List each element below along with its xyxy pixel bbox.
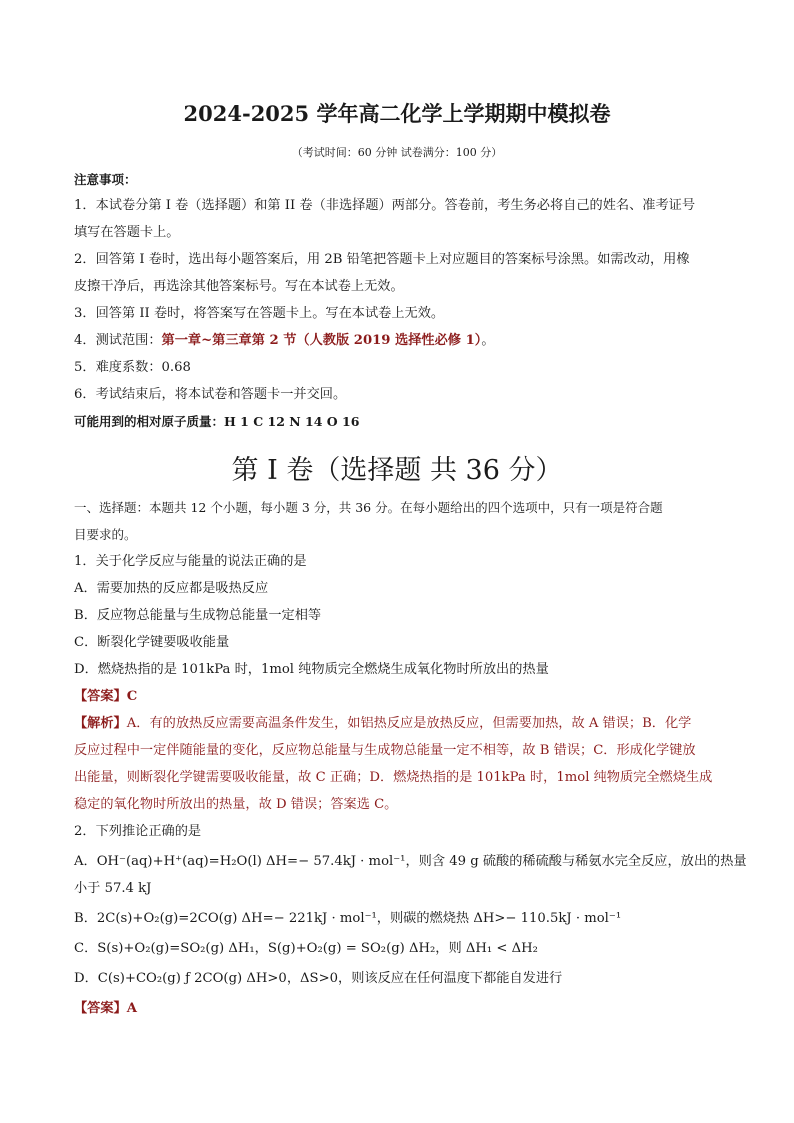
q1-analysis-4: 稳定的氧化物时所放出的热量，故 D 错误；答案选 C。 xyxy=(74,797,398,812)
atomic-mass: 可能用到的相对原子质量：H 1 C 12 N 14 O 16 xyxy=(74,414,360,429)
q1-answer: 【答案】C xyxy=(74,689,138,704)
notice-item-4 xyxy=(74,332,724,350)
q2-option-b: B．2C(s)+O₂(g)=2CO(g) ΔH=− 221kJ · mol⁻¹，则碳的燃烧热 ΔH>− 110.5kJ · mol⁻¹ xyxy=(74,911,622,926)
q1-option-b: B．反应物总能量与生成物总能量一定相等 xyxy=(74,608,322,623)
notice-item-5: 5．难度系数：0.68 xyxy=(74,360,191,375)
exam-info: （考试时间：60 分钟 试卷满分：100 分） xyxy=(291,146,503,159)
q1-analysis-1 xyxy=(74,715,724,733)
page-title: 2024-2025 学年高二化学上学期期中模拟卷 xyxy=(183,101,611,126)
q2-option-c: C．S(s)+O₂(g)=SO₂(g) ΔH₁，S(g)+O₂(g) = SO₂(g) ΔH₂，则 ΔH₁ < ΔH₂ xyxy=(74,941,538,956)
notice-item-3: 3．回答第 II 卷时，将答案写在答题卡上。写在本试卷上无效。 xyxy=(74,306,445,321)
section-title: 第 I 卷（选择题 共 36 分） xyxy=(231,455,563,486)
q1-option-d: D．燃烧热指的是 101kPa 时，1mol 纯物质完全燃烧生成氧化物时所放出的热量 xyxy=(74,662,549,677)
notice-item-2b: 皮擦干净后，再选涂其他答案标号。写在本试卷上无效。 xyxy=(74,279,404,294)
q2-option-a: A．OH⁻(aq)+H⁺(aq)=H₂O(l) ΔH=− 57.4kJ · mol⁻¹，则含 49 g 硫酸的稀硫酸与稀氨水完全反应，放出的热量 xyxy=(74,854,747,869)
section-intro-a: 一、选择题：本题共 12 个小题，每小题 3 分，共 36 分。在每小题给出的四个选项中，只有一项是符合题 xyxy=(74,500,663,515)
q1-stem: 1．关于化学反应与能量的说法正确的是 xyxy=(74,554,307,569)
notice-heading: 注意事项： xyxy=(74,172,137,187)
notice-item-4-suffix: 。 xyxy=(481,333,495,348)
analysis-label: 【解析】 xyxy=(74,716,127,731)
notice-item-6: 6．考试结束后，将本试卷和答题卡一并交回。 xyxy=(74,387,347,402)
q2-stem: 2．下列推论正确的是 xyxy=(74,824,202,839)
q2-option-a-cont: 小于 57.4 kJ xyxy=(74,881,152,896)
notice-item-1b: 填写在答题卡上。 xyxy=(74,225,180,240)
q2-answer: 【答案】A xyxy=(74,1001,137,1016)
q1-analysis-3: 出能量，则断裂化学键需要吸收能量，故 C 正确；D．燃烧热指的是 101kPa 时，1mol 纯物质完全燃烧生成 xyxy=(74,770,713,785)
q1-analysis-2: 反应过程中一定伴随能量的变化，反应物总能量与生成物总能量一定不相等，故 B 错误；C．形成化学键放 xyxy=(74,743,696,758)
q2-option-d: D．C(s)+CO₂(g) ƒ 2CO(g) ΔH>0，ΔS>0，则该反应在任何温度下都能自发进行 xyxy=(74,971,563,986)
q1-option-a: A．需要加热的反应都是吸热反应 xyxy=(74,581,269,596)
notice-item-2a: 2．回答第 I 卷时，选出每小题答案后，用 2B 铅笔把答题卡上对应题目的答案标号涂黑。如需改动，用橡 xyxy=(74,252,690,267)
q1-option-c: C．断裂化学键要吸收能量 xyxy=(74,635,230,650)
notice-item-4-prefix: 4．测试范围： xyxy=(74,333,162,348)
notice-item-1a: 1．本试卷分第 I 卷（选择题）和第 II 卷（非选择题）两部分。答卷前，考生务必将自己的姓名、准考证号 xyxy=(74,198,696,213)
analysis-text-1: A．有的放热反应需要高温条件发生，如铝热反应是放热反应，但需要加热，故 A 错误；B．化学 xyxy=(126,716,692,731)
section-intro-b: 目要求的。 xyxy=(74,527,137,542)
test-scope: 第一章~第三章第 2 节（人教版 2019 选择性必修 1） xyxy=(161,333,482,348)
